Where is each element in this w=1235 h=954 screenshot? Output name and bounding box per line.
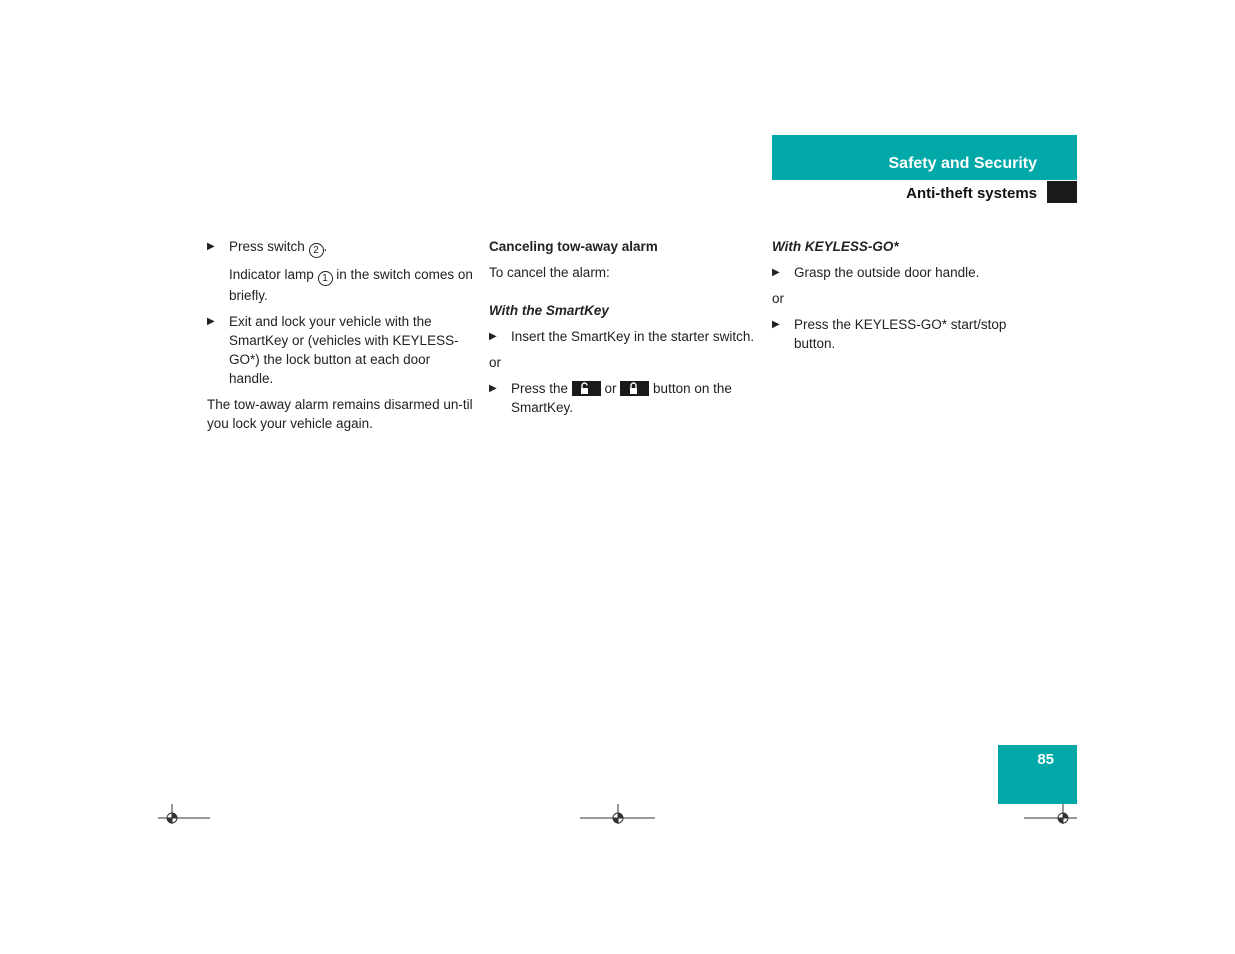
keyless-subheading: With KEYLESS-GO* [772,239,899,254]
page-number-box [998,745,1077,804]
lamp-number: 1 [318,271,333,286]
step-text-prefix: Press the [511,381,572,396]
unlock-icon [572,381,601,396]
indicator-prefix: Indicator lamp [229,267,318,282]
or-separator: or [772,291,785,306]
triangle-right-icon: ▶ [772,267,780,278]
step-text-suffix: button on the SmartKey. [511,381,732,415]
column-1 [207,237,475,440]
or-separator: or [489,355,502,370]
cancel-intro: To cancel the alarm: [489,265,610,280]
registration-mark-icon [1022,802,1080,826]
lock-icon [620,381,649,396]
step-text-prefix: Press switch [229,239,309,254]
smartkey-subheading: With the SmartKey [489,303,609,318]
step-text: Press the KEYLESS-GO* start/stop button. [794,317,1007,351]
column-2 [489,237,757,424]
triangle-right-icon: ▶ [772,319,780,330]
step-exit-lock [207,312,475,388]
indicator-suffix: in the switch comes on briefly. [229,267,473,303]
step-press-switch [207,237,475,258]
step-text: Insert the SmartKey in the starter switch. [511,329,755,344]
step-text: Grasp the outside door handle. [794,265,980,280]
step-press-start-stop [772,315,1040,353]
triangle-right-icon: ▶ [207,316,215,327]
step-text: Exit and lock your vehicle with the SmartKey or (vehicles with KEYLESS-GO*) the lock button at each door handle. [229,314,459,386]
step-text-suffix: . [323,239,328,254]
triangle-right-icon: ▶ [207,241,215,252]
triangle-right-icon: ▶ [489,383,497,394]
cancel-heading: Canceling tow-away alarm [489,239,658,254]
indicator-note [207,265,475,305]
step-insert-key [489,327,757,346]
column-3 [772,237,1040,360]
switch-number: 2 [309,243,324,258]
step-press-button [489,379,757,417]
page-number: 85 [1037,751,1054,768]
disarmed-note: The tow-away alarm remains disarmed un-til you lock your vehicle again. [207,397,473,431]
registration-mark-icon [578,802,658,826]
section-title: Safety and Security [888,155,1037,172]
section-header-band [772,135,1077,180]
step-grasp-handle [772,263,1040,282]
subsection-title: Anti-theft systems [906,185,1037,202]
registration-mark-icon [155,802,215,826]
section-tab-marker [1047,181,1077,203]
triangle-right-icon: ▶ [489,331,497,342]
step-text-or: or [600,381,621,396]
